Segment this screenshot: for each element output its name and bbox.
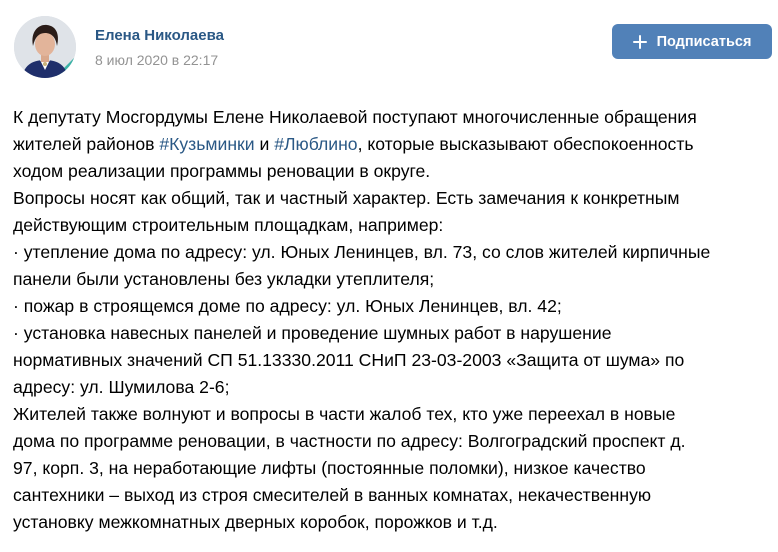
author-name[interactable]: Елена Николаева	[95, 27, 224, 44]
post-text-line: К депутату Мосгордумы Елене Николаевой поступают многочисленные обращения	[13, 107, 697, 127]
post-text-line: нормативных значений СП 51.13330.2011 СНиП 23-03-2003 «Защита от шума» по	[13, 350, 685, 370]
text-fragment: , которые высказывают обеспокоенность	[357, 134, 694, 154]
post-text-line: · пожар в строящемся доме по адресу: ул. Юных Ленинцев, вл. 42;	[13, 296, 562, 316]
post-text-line: 97, корп. 3, на неработающие лифты (постоянные поломки), низкое качество	[13, 458, 646, 478]
plus-icon	[633, 35, 647, 49]
post-date[interactable]: 8 июл 2020 в 22:17	[95, 52, 219, 68]
text-fragment: жителей районов	[13, 134, 160, 154]
post-text-line: · установка навесных панелей и проведение шумных работ в нарушение	[13, 323, 612, 343]
post-text-line: адресу: ул. Шумилова 2-6;	[13, 377, 230, 397]
post-text-line: действующим строительным площадкам, например:	[13, 215, 444, 235]
post-text-line: Жителей также волнуют и вопросы в части жалоб тех, кто уже переехал в новые	[13, 404, 676, 424]
post-text-line: сантехники – выход из строя смесителей в ванных комнатах, некачественную	[13, 485, 652, 505]
post-text-line	[13, 131, 773, 158]
post-text-line: · утепление дома по адресу: ул. Юных Ленинцев, вл. 73, со слов жителей кирпичные	[13, 242, 711, 262]
post-text-line: дома по программе реновации, в частности по адресу: Волгоградский проспект д.	[13, 431, 686, 451]
post-text-line: панели были установлены без укладки утеплителя;	[13, 269, 435, 289]
subscribe-button[interactable]	[612, 24, 772, 59]
post-text-line: установку межкомнатных дверных коробок, порожков и т.д.	[13, 512, 498, 532]
hashtag-lyublino-link[interactable]: #Люблино	[274, 134, 358, 154]
post-text-line: ходом реализации программы реновации в округе.	[13, 161, 431, 181]
hashtag-kuzminki-link[interactable]: #Кузьминки	[159, 134, 255, 154]
avatar-portrait-icon	[14, 16, 76, 78]
author-avatar[interactable]	[14, 16, 76, 78]
subscribe-label: Подписаться	[656, 33, 752, 50]
post-text	[13, 104, 773, 536]
text-fragment: и	[254, 134, 275, 154]
post-text-line: Вопросы носят как общий, так и частный характер. Есть замечания к конкретным	[13, 188, 680, 208]
